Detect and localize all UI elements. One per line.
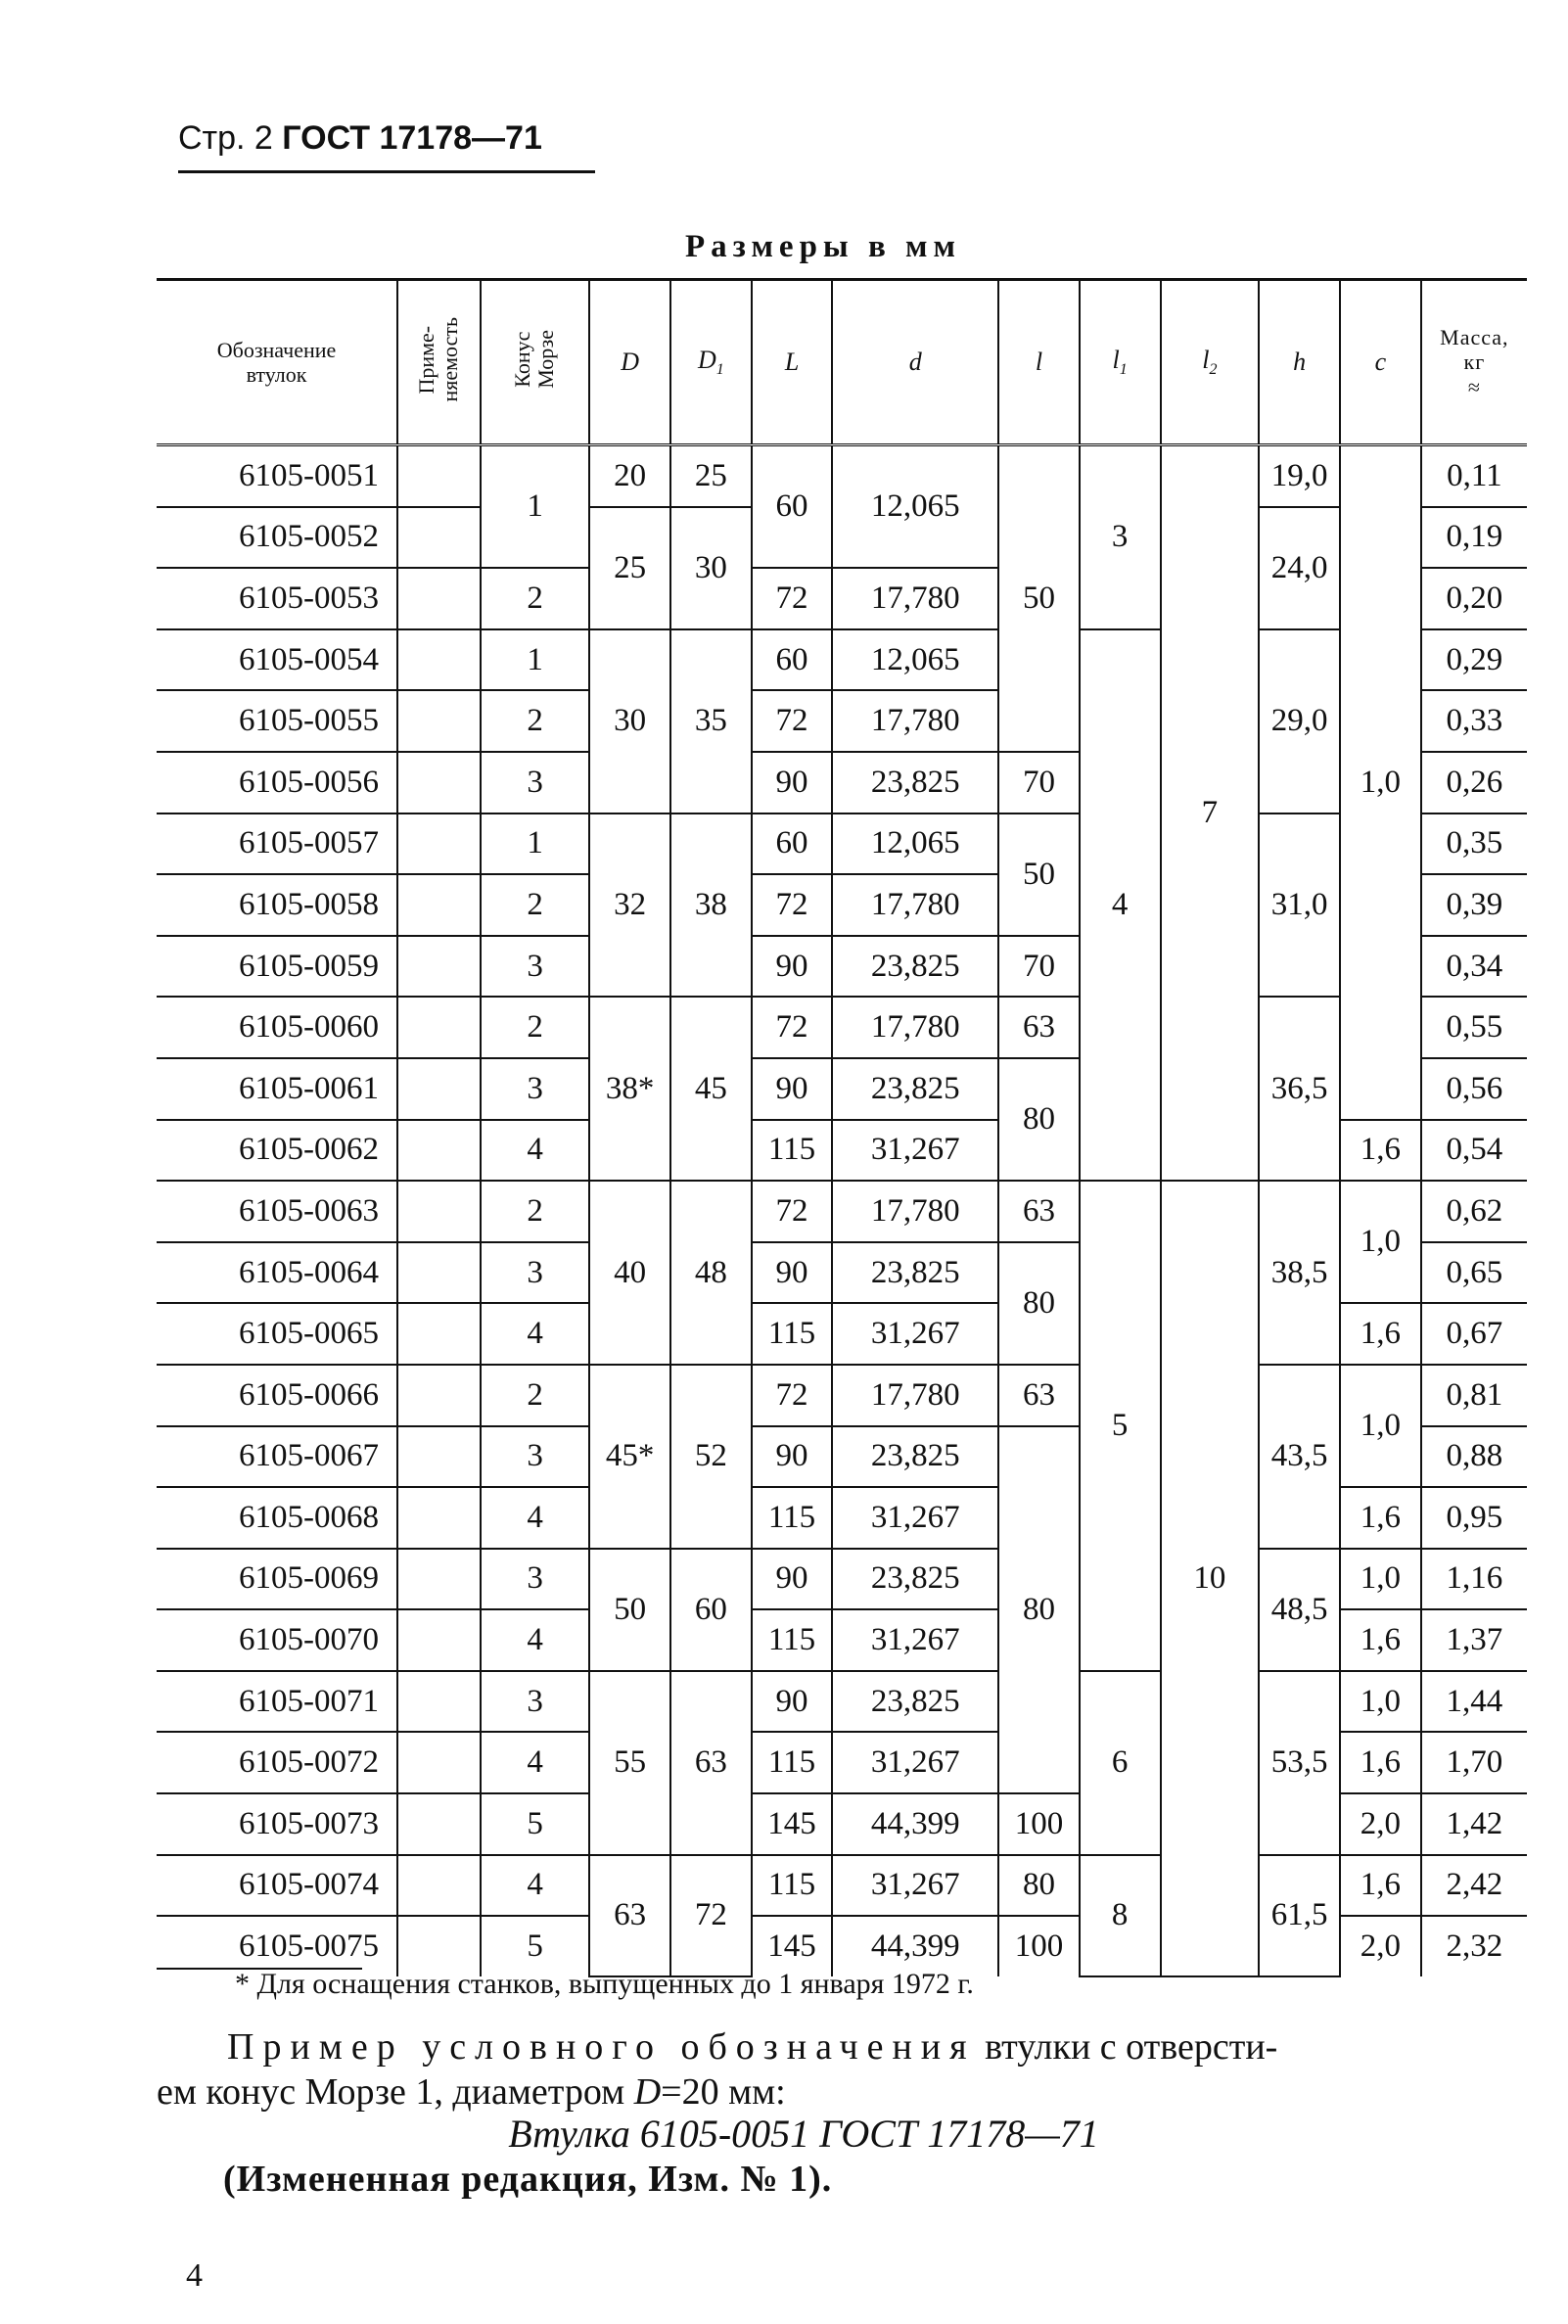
morse-cell: 2 [481, 568, 589, 629]
applicability-cell [397, 1671, 481, 1733]
L-cell: 90 [752, 1058, 833, 1120]
designation-cell: 6105-0055 [157, 690, 397, 752]
mass-cell: 0,33 [1421, 690, 1527, 752]
l-cell: 50 [998, 813, 1080, 936]
L-cell: 90 [752, 936, 833, 998]
c-cell: 1,0 [1340, 1181, 1421, 1303]
mass-cell: 0,95 [1421, 1487, 1527, 1549]
L-cell: 72 [752, 1365, 833, 1426]
header-L: L [752, 280, 833, 445]
applicability-cell [397, 1242, 481, 1304]
mass-cell: 1,42 [1421, 1793, 1527, 1855]
l1-cell: 3 [1080, 445, 1161, 629]
d-cell: 31,267 [832, 1609, 998, 1671]
h-cell: 38,5 [1259, 1181, 1340, 1365]
h-cell: 61,5 [1259, 1855, 1340, 1976]
designation-cell: 6105-0075 [239, 1929, 380, 1965]
L-cell: 60 [752, 813, 833, 875]
L-cell: 90 [752, 1426, 833, 1488]
D1-cell: 52 [670, 1365, 752, 1549]
l-cell: 63 [998, 1181, 1080, 1242]
table-row [157, 629, 1527, 691]
d-cell: 12,065 [832, 813, 998, 875]
applicability-cell [397, 568, 481, 629]
mass-cell: 0,26 [1421, 752, 1527, 813]
morse-cell: 2 [481, 1181, 589, 1242]
bushing-table [157, 278, 1527, 1977]
table-row [157, 1181, 1527, 1242]
D-cell: 40 [589, 1181, 670, 1365]
example-text-1: втулки с отверсти- [975, 2026, 1278, 2068]
d-cell: 44,399 [832, 1916, 998, 1976]
D-cell: 30 [589, 629, 670, 813]
d-cell: 23,825 [832, 1549, 998, 1610]
header-d: d [832, 280, 998, 445]
mass-cell: 0,62 [1421, 1181, 1527, 1242]
L-cell: 115 [752, 1487, 833, 1549]
header-rule [178, 170, 595, 173]
designation-cell: 6105-0066 [157, 1365, 397, 1426]
morse-cell: 3 [481, 1671, 589, 1733]
designation-cell: 6105-0063 [157, 1181, 397, 1242]
applicability-cell [397, 690, 481, 752]
morse-cell: 4 [481, 1609, 589, 1671]
h-cell: 24,0 [1259, 507, 1340, 629]
l-cell: 80 [998, 1426, 1080, 1794]
l-cell: 70 [998, 936, 1080, 998]
h-cell: 36,5 [1259, 997, 1340, 1181]
header-c: c [1340, 280, 1421, 445]
page-number: 4 [186, 2257, 203, 2294]
applicability-cell [397, 1058, 481, 1120]
L-cell: 72 [752, 997, 833, 1058]
applicability-cell [397, 1732, 481, 1793]
d-cell: 23,825 [832, 1058, 998, 1120]
designation-cell: 6105-0060 [157, 997, 397, 1058]
d-cell: 23,825 [832, 1671, 998, 1733]
l1-cell: 6 [1080, 1671, 1161, 1855]
table-row [157, 1855, 1527, 1917]
L-cell: 72 [752, 690, 833, 752]
table-row [157, 1549, 1527, 1610]
applicability-cell [397, 629, 481, 691]
footnote: * Для оснащения станков, выпущенных до 1 января 1972 г. [235, 1968, 974, 2000]
applicability-cell [397, 1365, 481, 1426]
D-cell: 25 [589, 507, 670, 629]
h-cell: 31,0 [1259, 813, 1340, 998]
c-cell: 1,6 [1340, 1732, 1421, 1793]
morse-cell: 1 [481, 813, 589, 875]
designation-cell: 6105-0057 [157, 813, 397, 875]
L-cell: 115 [752, 1303, 833, 1365]
L-cell: 72 [752, 568, 833, 629]
mass-cell: 2,42 [1421, 1855, 1527, 1917]
applicability-cell [397, 813, 481, 875]
example-lead: Пример условного обозначения [227, 2026, 976, 2068]
D-cell: 63 [589, 1855, 670, 1976]
l-cell: 80 [998, 1058, 1080, 1181]
l-cell: 80 [998, 1242, 1080, 1365]
mass-cell: 0,19 [1421, 507, 1527, 569]
header-h: h [1259, 280, 1340, 445]
applicability-cell [397, 997, 481, 1058]
designation-cell: 6105-0070 [157, 1609, 397, 1671]
designation-cell: 6105-0054 [157, 629, 397, 691]
designation-cell: 6105-0071 [157, 1671, 397, 1733]
example-designation: Втулка 6105-0051 ГОСТ 17178—71 [508, 2112, 1099, 2156]
h-cell: 48,5 [1259, 1549, 1340, 1671]
designation-cell: 6105-0065 [157, 1303, 397, 1365]
l1-cell: 4 [1080, 629, 1161, 1181]
designation-cell: 6105-0067 [157, 1426, 397, 1488]
d-cell: 31,267 [832, 1855, 998, 1917]
D-cell: 50 [589, 1549, 670, 1671]
mass-cell: 0,20 [1421, 568, 1527, 629]
mass-cell: 0,67 [1421, 1303, 1527, 1365]
mass-cell: 0,34 [1421, 936, 1527, 998]
d-cell: 23,825 [832, 936, 998, 998]
applicability-cell [397, 1549, 481, 1610]
example-text-2: ем конус Морзе 1, диаметром [157, 2071, 634, 2113]
applicability-cell [397, 445, 481, 507]
applicability-cell [397, 1487, 481, 1549]
d-cell: 17,780 [832, 568, 998, 629]
l-cell: 63 [998, 1365, 1080, 1426]
mass-cell: 0,56 [1421, 1058, 1527, 1120]
d-cell: 23,825 [832, 1242, 998, 1304]
L-cell: 145 [752, 1793, 833, 1855]
applicability-cell [397, 936, 481, 998]
applicability-cell [397, 1120, 481, 1182]
L-cell: 90 [752, 1242, 833, 1304]
mass-cell: 2,32 [1421, 1916, 1527, 1976]
morse-cell: 3 [481, 936, 589, 998]
table-body [157, 445, 1527, 1976]
mass-cell: 0,81 [1421, 1365, 1527, 1426]
designation-cell: 6105-0053 [157, 568, 397, 629]
h-cell: 29,0 [1259, 629, 1340, 813]
l-cell: 63 [998, 997, 1080, 1058]
d-cell: 17,780 [832, 874, 998, 936]
D-cell: 38* [589, 997, 670, 1181]
designation-cell: 6105-0061 [157, 1058, 397, 1120]
mass-cell: 1,70 [1421, 1732, 1527, 1793]
d-cell: 17,780 [832, 1365, 998, 1426]
designation-cell: 6105-0056 [157, 752, 397, 813]
l-cell: 80 [998, 1855, 1080, 1917]
morse-cell: 4 [481, 1855, 589, 1917]
header-mass: Масса, кг ≈ [1421, 280, 1527, 445]
d-cell: 31,267 [832, 1732, 998, 1793]
header-D: D [589, 280, 670, 445]
morse-cell: 3 [481, 752, 589, 813]
h-cell: 53,5 [1259, 1671, 1340, 1855]
morse-cell: 3 [481, 1242, 589, 1304]
d-cell: 31,267 [832, 1487, 998, 1549]
mass-cell: 1,16 [1421, 1549, 1527, 1610]
D1-cell: 63 [670, 1671, 752, 1855]
table-row [157, 813, 1527, 875]
D1-cell: 60 [670, 1549, 752, 1671]
header-l: l [998, 280, 1080, 445]
mass-cell: 0,54 [1421, 1120, 1527, 1182]
mass-cell: 0,88 [1421, 1426, 1527, 1488]
morse-cell: 1 [481, 445, 589, 569]
morse-cell: 1 [481, 629, 589, 691]
designation-cell: 6105-0059 [157, 936, 397, 998]
header-designation: Обозначение втулок [157, 280, 397, 445]
morse-cell: 4 [481, 1303, 589, 1365]
designation-cell: 6105-0051 [157, 445, 397, 507]
L-cell: 60 [752, 445, 833, 569]
h-cell: 19,0 [1259, 445, 1340, 507]
header-morse: Конус Морзе [481, 280, 589, 445]
table-row [157, 1365, 1527, 1426]
designation-cell: 6105-0052 [157, 507, 397, 569]
morse-cell: 4 [481, 1120, 589, 1182]
c-cell: 1,6 [1340, 1609, 1421, 1671]
d-cell: 23,825 [832, 752, 998, 813]
morse-cell: 5 [481, 1793, 589, 1855]
c-cell: 1,6 [1340, 1855, 1421, 1917]
morse-cell: 4 [481, 1487, 589, 1549]
applicability-cell [397, 874, 481, 936]
example-D: D [633, 2071, 662, 2113]
D-cell: 20 [589, 445, 670, 507]
header-applicability: Приме- няемость [397, 280, 481, 445]
morse-cell: 2 [481, 997, 589, 1058]
L-cell: 145 [752, 1916, 833, 1976]
morse-cell: 2 [481, 874, 589, 936]
designation-cell: 6105-0069 [157, 1549, 397, 1610]
D1-cell: 25 [670, 445, 752, 507]
mass-cell: 1,37 [1421, 1609, 1527, 1671]
header-l2: $l_2$ [1161, 280, 1260, 445]
L-cell: 115 [752, 1609, 833, 1671]
mass-cell: 0,65 [1421, 1242, 1527, 1304]
d-cell: 17,780 [832, 690, 998, 752]
designation-cell: 6105-0058 [157, 874, 397, 936]
L-cell: 90 [752, 752, 833, 813]
applicability-cell [397, 1426, 481, 1488]
l-cell: 70 [998, 752, 1080, 813]
applicability-cell [397, 1181, 481, 1242]
morse-cell: 3 [481, 1058, 589, 1120]
h-cell: 43,5 [1259, 1365, 1340, 1549]
morse-cell: 3 [481, 1549, 589, 1610]
d-cell: 31,267 [832, 1303, 998, 1365]
L-cell: 72 [752, 1181, 833, 1242]
mass-cell: 0,11 [1421, 445, 1527, 507]
D1-cell: 48 [670, 1181, 752, 1365]
example-text-4: =20 мм: [661, 2071, 786, 2113]
standard-number: ГОСТ 17178—71 [282, 119, 542, 157]
c-cell: 1,6 [1340, 1303, 1421, 1365]
d-cell: 17,780 [832, 997, 998, 1058]
morse-cell: 3 [481, 1426, 589, 1488]
d-cell: 12,065 [832, 629, 998, 691]
applicability-cell [397, 752, 481, 813]
L-cell: 90 [752, 1671, 833, 1733]
example-paragraph [157, 2024, 1527, 2115]
designation-cell: 6105-0064 [157, 1242, 397, 1304]
c-cell: 2,0 [1340, 1793, 1421, 1855]
c-cell: 1,0 [1340, 1365, 1421, 1487]
l-cell: 50 [998, 445, 1080, 752]
table-row [157, 997, 1527, 1058]
L-cell: 115 [752, 1120, 833, 1182]
designation-cell: 6105-0072 [157, 1732, 397, 1793]
mass-cell: 0,35 [1421, 813, 1527, 875]
table-row [157, 445, 1527, 507]
D-cell: 55 [589, 1671, 670, 1855]
table-row [157, 1671, 1527, 1733]
d-cell: 17,780 [832, 1181, 998, 1242]
designation-cell: 6105-0073 [157, 1793, 397, 1855]
applicability-cell [397, 1793, 481, 1855]
L-cell: 60 [752, 629, 833, 691]
designation-cell: 6105-0074 [157, 1855, 397, 1917]
l-cell: 100 [998, 1793, 1080, 1855]
applicability-cell [397, 1303, 481, 1365]
D1-cell: 35 [670, 629, 752, 813]
c-cell: 2,0 [1340, 1916, 1421, 1976]
L-cell: 90 [752, 1549, 833, 1610]
D1-cell: 72 [670, 1855, 752, 1976]
morse-cell: 5 [481, 1916, 589, 1976]
morse-cell: 4 [481, 1732, 589, 1793]
l-cell: 100 [998, 1916, 1080, 1976]
l1-cell: 8 [1080, 1855, 1161, 1976]
c-cell: 1,6 [1340, 1120, 1421, 1182]
morse-cell: 2 [481, 1365, 589, 1426]
l2-cell: 7 [1161, 445, 1260, 1182]
mass-cell: 0,29 [1421, 629, 1527, 691]
L-cell: 72 [752, 874, 833, 936]
revision-note: (Измененная редакция, Изм. № 1). [223, 2159, 833, 2200]
D1-cell: 38 [670, 813, 752, 998]
c-cell: 1,0 [1340, 1671, 1421, 1733]
header-l1: $l_1$ [1080, 280, 1161, 445]
applicability-cell [397, 1855, 481, 1917]
dimensions-note: Размеры в мм [685, 229, 961, 264]
L-cell: 115 [752, 1855, 833, 1917]
designation-cell: 6105-0068 [157, 1487, 397, 1549]
morse-cell: 2 [481, 690, 589, 752]
applicability-cell [397, 1609, 481, 1671]
d-cell: 44,399 [832, 1793, 998, 1855]
mass-cell: 0,55 [1421, 997, 1527, 1058]
c-cell: 1,0 [1340, 445, 1421, 1120]
d-cell: 12,065 [832, 445, 998, 569]
D-cell: 45* [589, 1365, 670, 1549]
d-cell: 23,825 [832, 1426, 998, 1488]
table-header-row [157, 280, 1527, 445]
D1-cell: 30 [670, 507, 752, 629]
l1-cell: 5 [1080, 1181, 1161, 1671]
header-D1: $D_1$ [670, 280, 752, 445]
l2-cell: 10 [1161, 1181, 1260, 1976]
applicability-cell [397, 507, 481, 569]
D-cell: 32 [589, 813, 670, 998]
mass-cell: 1,44 [1421, 1671, 1527, 1733]
c-cell: 1,6 [1340, 1487, 1421, 1549]
page-header [178, 119, 542, 158]
d-cell: 31,267 [832, 1120, 998, 1182]
c-cell: 1,0 [1340, 1549, 1421, 1610]
page-label: Стр. 2 [178, 119, 273, 157]
mass-cell: 0,39 [1421, 874, 1527, 936]
designation-cell: 6105-0062 [157, 1120, 397, 1182]
L-cell: 115 [752, 1732, 833, 1793]
D1-cell: 45 [670, 997, 752, 1181]
